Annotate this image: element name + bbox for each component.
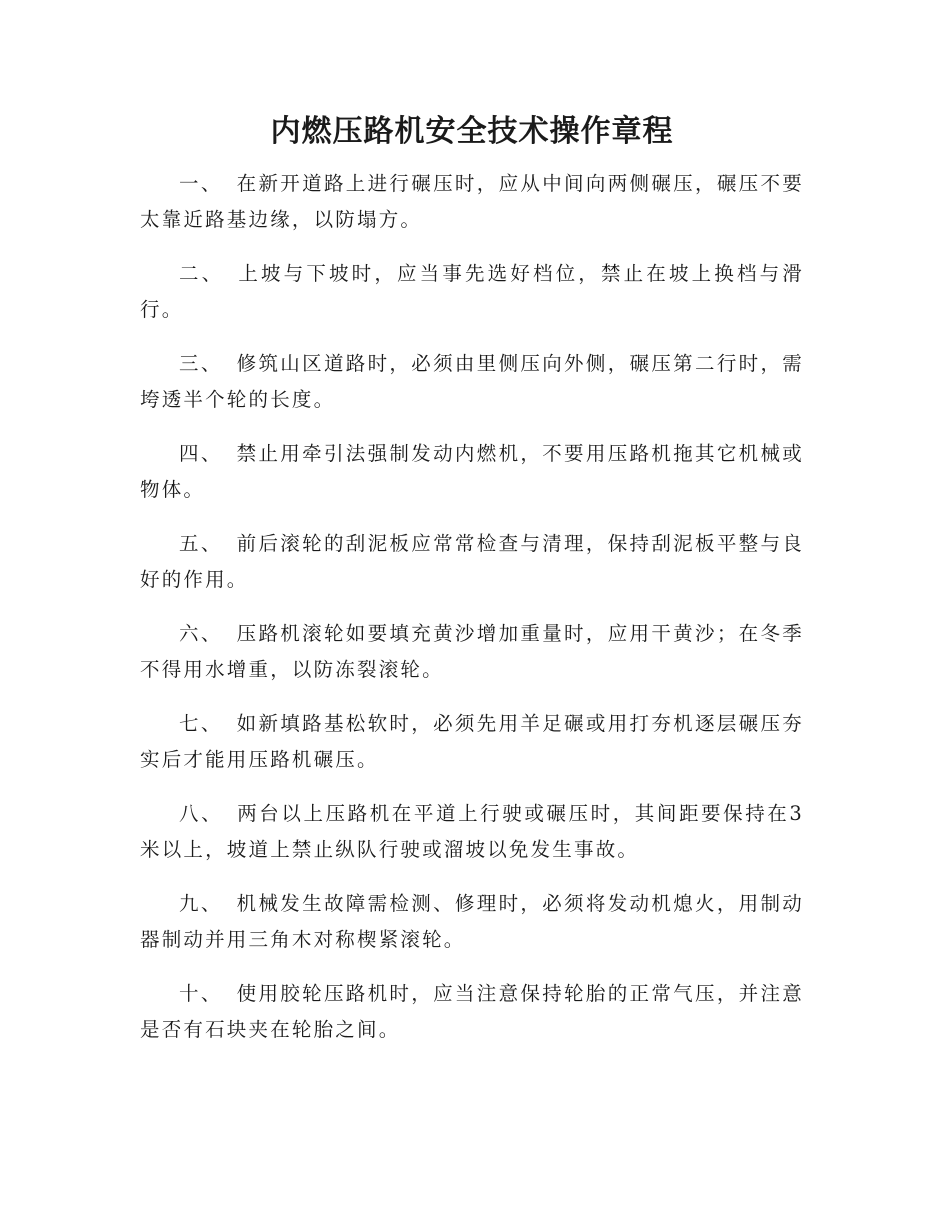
rule-text: 在新开道路上进行碾压时，应从中间向两侧碾压，碾压不要太靠近路基边缘，以防塌方。 [140,172,804,231]
rule-item-8 [140,796,804,868]
rule-text: 如新填路基松软时，必须先用羊足碾或用打夯机逐层碾压夯实后才能用压路机碾压。 [140,712,804,771]
rule-text: 压路机滚轮如要填充黄沙增加重量时，应用干黄沙；在冬季不得用水增重，以防冻裂滚轮。 [140,622,804,681]
rule-number: 六、 [179,622,223,645]
rule-number: 一、 [179,172,223,195]
rule-text: 机械发生故障需检测、修理时，必须将发动机熄火，用制动器制动并用三角木对称楔紧滚轮。 [140,892,804,951]
rule-text: 使用胶轮压路机时，应当注意保持轮胎的正常气压，并注意是否有石块夹在轮胎之间。 [140,982,804,1041]
rule-number: 十、 [179,982,223,1005]
rule-text: 修筑山区道路时，必须由里侧压向外侧，碾压第二行时，需垮透半个轮的长度。 [140,352,804,411]
rule-number: 九、 [179,892,223,915]
rule-number: 五、 [179,532,223,555]
rule-text: 禁止用牵引法强制发动内燃机，不要用压路机拖其它机械或物体。 [140,442,804,501]
document-page [140,108,804,1066]
rule-number: 八、 [179,802,224,825]
document-title: 内燃压路机安全技术操作章程 [270,114,674,149]
rule-number: 三、 [179,352,223,375]
rule-item-5 [140,526,804,598]
rule-number: 二、 [179,262,225,285]
rule-text: 两台以上压路机在平道上行驶或碾压时，其间距要保持在3米以上，坡道上禁止纵队行驶或溜坡以免发生事故。 [140,802,805,861]
rule-item-6 [140,616,804,688]
rule-item-7 [140,706,804,778]
rule-item-9 [140,886,804,958]
rule-text: 上坡与下坡时，应当事先选好档位，禁止在坡上换档与滑行。 [140,262,804,321]
rule-item-4 [140,436,804,508]
rule-item-2 [140,256,804,328]
rule-item-3 [140,346,804,418]
rule-number: 四、 [179,442,223,465]
rule-item-1 [140,166,804,238]
rule-number: 七、 [179,712,223,735]
rule-text: 前后滚轮的刮泥板应常常检查与清理，保持刮泥板平整与良好的作用。 [140,532,804,591]
rule-list [140,166,804,1048]
rule-item-10 [140,976,804,1048]
